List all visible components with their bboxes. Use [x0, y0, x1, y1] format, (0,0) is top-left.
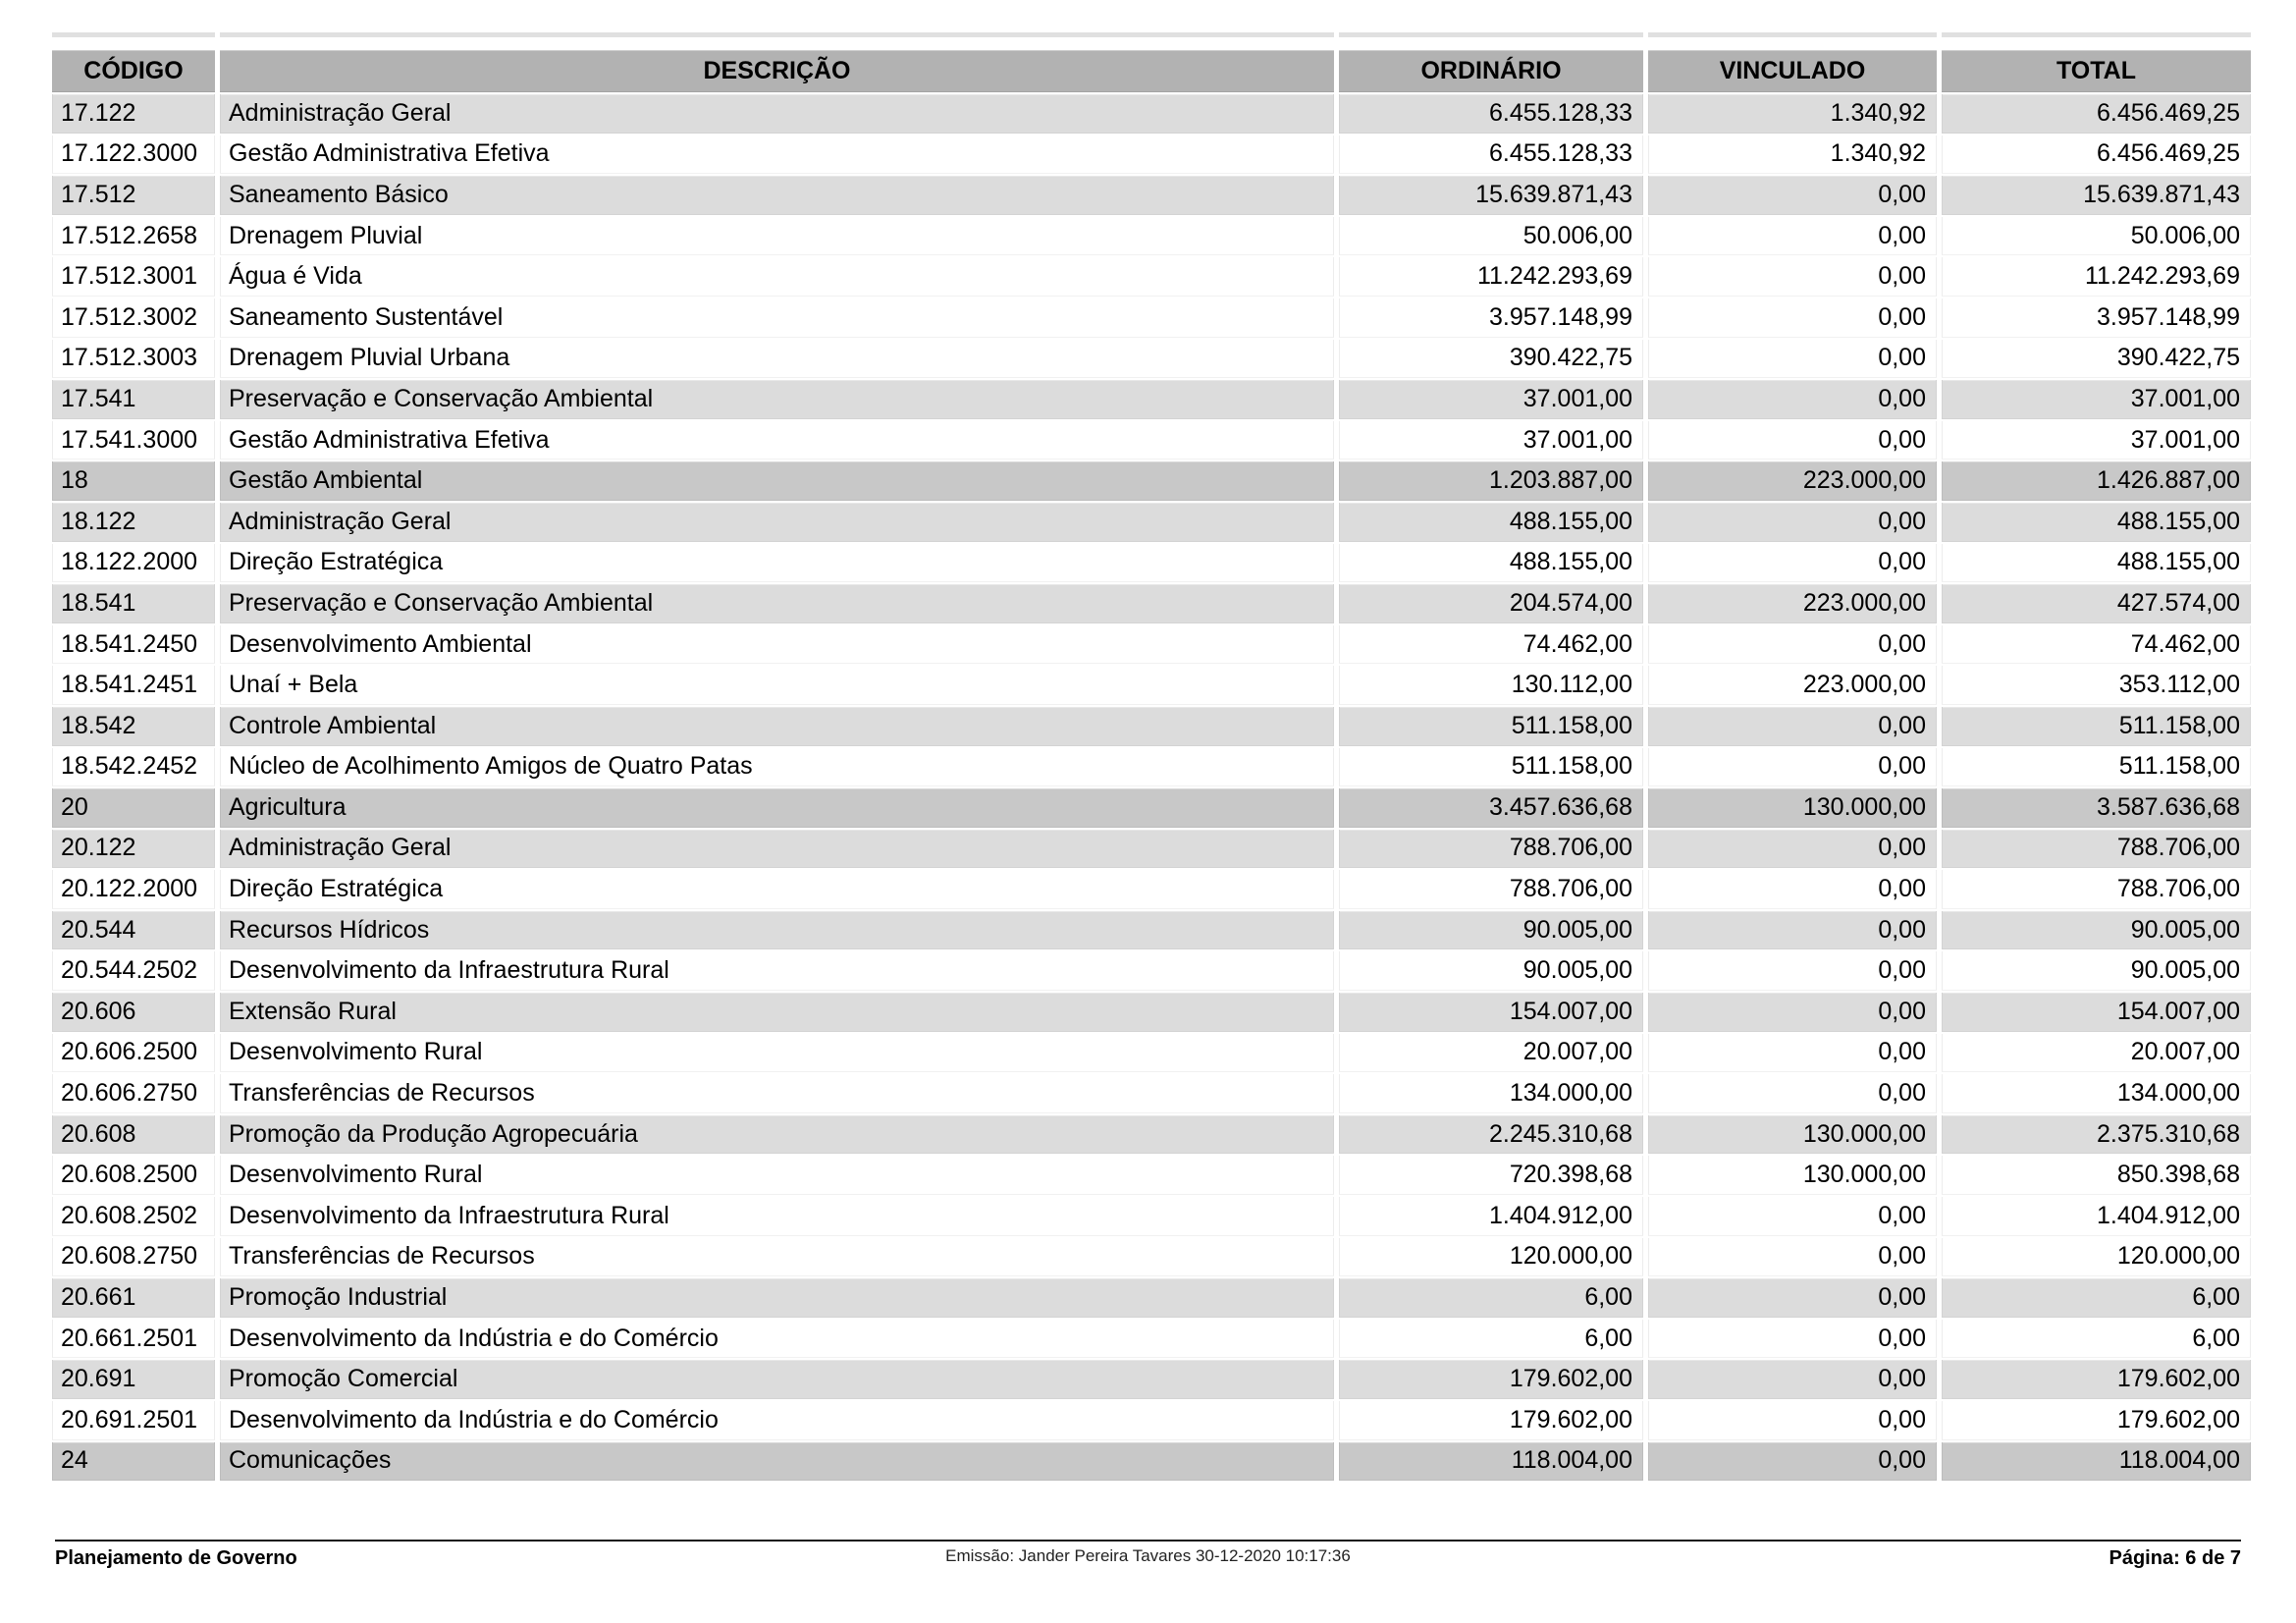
cell-ordinario: 511.158,00 — [1339, 707, 1643, 746]
cell-ordinario: 154.007,00 — [1339, 993, 1643, 1032]
cell-vinculado: 0,00 — [1648, 503, 1937, 542]
table-row — [52, 94, 2251, 134]
cell-descricao: Administração Geral — [220, 830, 1334, 869]
table-row — [52, 1034, 2251, 1073]
cell-descricao: Saneamento Básico — [220, 176, 1334, 215]
cell-total: 50.006,00 — [1942, 217, 2251, 256]
cell-vinculado: 0,00 — [1648, 1278, 1937, 1318]
cell-descricao: Comunicações — [220, 1442, 1334, 1482]
cell-descricao: Agricultura — [220, 788, 1334, 828]
table-row — [52, 993, 2251, 1032]
table-row — [52, 257, 2251, 297]
cell-total: 37.001,00 — [1942, 380, 2251, 419]
cell-codigo: 20.661.2501 — [52, 1320, 215, 1359]
cell-ordinario: 130.112,00 — [1339, 666, 1643, 705]
cell-vinculado: 0,00 — [1648, 911, 1937, 950]
cell-total: 788.706,00 — [1942, 870, 2251, 909]
cell-codigo: 18.541 — [52, 584, 215, 623]
cell-ordinario: 3.457.636,68 — [1339, 788, 1643, 828]
table-row — [52, 1442, 2251, 1482]
cell-ordinario: 6,00 — [1339, 1278, 1643, 1318]
sliver-cell — [1942, 32, 2251, 37]
table-row — [52, 135, 2251, 175]
cell-codigo: 20.122.2000 — [52, 870, 215, 909]
cell-vinculado: 0,00 — [1648, 1197, 1937, 1236]
cell-vinculado: 0,00 — [1648, 1360, 1937, 1399]
cell-ordinario: 204.574,00 — [1339, 584, 1643, 623]
table-row — [52, 340, 2251, 379]
cell-vinculado: 0,00 — [1648, 340, 1937, 379]
table-row — [52, 1074, 2251, 1113]
cell-ordinario: 37.001,00 — [1339, 421, 1643, 460]
cell-vinculado: 130.000,00 — [1648, 1156, 1937, 1195]
cell-total: 154.007,00 — [1942, 993, 2251, 1032]
cell-total: 6,00 — [1942, 1278, 2251, 1318]
cell-total: 74.462,00 — [1942, 625, 2251, 665]
cell-codigo: 20.608.2750 — [52, 1238, 215, 1277]
cell-descricao: Administração Geral — [220, 94, 1334, 134]
cell-ordinario: 118.004,00 — [1339, 1442, 1643, 1482]
header-row — [52, 50, 2251, 92]
cell-descricao: Transferências de Recursos — [220, 1238, 1334, 1277]
cell-codigo: 18.542.2452 — [52, 748, 215, 787]
table-row — [52, 1197, 2251, 1236]
cell-codigo: 20.608.2502 — [52, 1197, 215, 1236]
cell-ordinario: 488.155,00 — [1339, 503, 1643, 542]
cell-ordinario: 1.404.912,00 — [1339, 1197, 1643, 1236]
cell-codigo: 17.122.3000 — [52, 135, 215, 175]
column-header-descricao: DESCRIÇÃO — [220, 50, 1334, 92]
table-row — [52, 911, 2251, 950]
table-row — [52, 544, 2251, 583]
cell-codigo: 20.544.2502 — [52, 951, 215, 991]
cell-descricao: Desenvolvimento Rural — [220, 1156, 1334, 1195]
cell-ordinario: 788.706,00 — [1339, 830, 1643, 869]
sliver-cell — [1339, 32, 1643, 37]
cell-total: 3.587.636,68 — [1942, 788, 2251, 828]
cell-ordinario: 179.602,00 — [1339, 1401, 1643, 1440]
cell-descricao: Drenagem Pluvial — [220, 217, 1334, 256]
cell-vinculado: 1.340,92 — [1648, 135, 1937, 175]
cell-ordinario: 6.455.128,33 — [1339, 135, 1643, 175]
cell-descricao: Unaí + Bela — [220, 666, 1334, 705]
cell-codigo: 20.544 — [52, 911, 215, 950]
cell-ordinario: 90.005,00 — [1339, 911, 1643, 950]
cell-ordinario: 179.602,00 — [1339, 1360, 1643, 1399]
cell-total: 179.602,00 — [1942, 1401, 2251, 1440]
table-row — [52, 625, 2251, 665]
table-row — [52, 1238, 2251, 1277]
cell-vinculado: 0,00 — [1648, 993, 1937, 1032]
cell-descricao: Núcleo de Acolhimento Amigos de Quatro Patas — [220, 748, 1334, 787]
cell-vinculado: 223.000,00 — [1648, 461, 1937, 501]
cell-codigo: 18 — [52, 461, 215, 501]
cell-vinculado: 0,00 — [1648, 707, 1937, 746]
cell-codigo: 17.512.3003 — [52, 340, 215, 379]
cell-vinculado: 0,00 — [1648, 1442, 1937, 1482]
table-row — [52, 1115, 2251, 1155]
cell-total: 118.004,00 — [1942, 1442, 2251, 1482]
cell-codigo: 20.606.2500 — [52, 1034, 215, 1073]
cell-descricao: Transferências de Recursos — [220, 1074, 1334, 1113]
cell-descricao: Desenvolvimento da Indústria e do Comércio — [220, 1401, 1334, 1440]
table-row — [52, 788, 2251, 828]
cell-descricao: Desenvolvimento Rural — [220, 1034, 1334, 1073]
cell-total: 850.398,68 — [1942, 1156, 2251, 1195]
cell-total: 3.957.148,99 — [1942, 298, 2251, 338]
cell-codigo: 18.541.2451 — [52, 666, 215, 705]
cell-total: 788.706,00 — [1942, 830, 2251, 869]
cell-ordinario: 74.462,00 — [1339, 625, 1643, 665]
sliver-cell — [1648, 32, 1937, 37]
column-header-total: TOTAL — [1942, 50, 2251, 92]
cell-codigo: 17.122 — [52, 94, 215, 134]
column-header-vinculado: VINCULADO — [1648, 50, 1937, 92]
cell-vinculado: 0,00 — [1648, 830, 1937, 869]
cell-ordinario: 15.639.871,43 — [1339, 176, 1643, 215]
cell-ordinario: 90.005,00 — [1339, 951, 1643, 991]
cell-total: 390.422,75 — [1942, 340, 2251, 379]
cell-total: 488.155,00 — [1942, 503, 2251, 542]
cell-total: 15.639.871,43 — [1942, 176, 2251, 215]
cell-vinculado: 0,00 — [1648, 951, 1937, 991]
cell-vinculado: 0,00 — [1648, 1074, 1937, 1113]
cell-vinculado: 0,00 — [1648, 217, 1937, 256]
cell-vinculado: 0,00 — [1648, 1401, 1937, 1440]
table-row — [52, 298, 2251, 338]
cell-vinculado: 0,00 — [1648, 176, 1937, 215]
cell-ordinario: 720.398,68 — [1339, 1156, 1643, 1195]
cell-codigo: 18.122.2000 — [52, 544, 215, 583]
cell-descricao: Água é Vida — [220, 257, 1334, 297]
column-header-ordinario: ORDINÁRIO — [1339, 50, 1643, 92]
cell-descricao: Extensão Rural — [220, 993, 1334, 1032]
cell-total: 511.158,00 — [1942, 707, 2251, 746]
footer-divider — [55, 1540, 2241, 1542]
emission-info: Emissão: Jander Pereira Tavares 30-12-2020 10:17:36 — [945, 1546, 1351, 1565]
table-header — [52, 50, 2251, 92]
cell-codigo: 20 — [52, 788, 215, 828]
cell-descricao: Promoção Industrial — [220, 1278, 1334, 1318]
cell-ordinario: 120.000,00 — [1339, 1238, 1643, 1277]
table-row — [52, 1278, 2251, 1318]
table-row — [52, 870, 2251, 909]
cell-total: 6,00 — [1942, 1320, 2251, 1359]
previous-row-sliver — [52, 32, 2251, 37]
table-row — [52, 461, 2251, 501]
cell-total: 488.155,00 — [1942, 544, 2251, 583]
cell-ordinario: 511.158,00 — [1339, 748, 1643, 787]
table-row — [52, 951, 2251, 991]
cell-descricao: Desenvolvimento da Indústria e do Comércio — [220, 1320, 1334, 1359]
cell-descricao: Promoção Comercial — [220, 1360, 1334, 1399]
cell-codigo: 18.541.2450 — [52, 625, 215, 665]
cell-descricao: Saneamento Sustentável — [220, 298, 1334, 338]
cell-total: 20.007,00 — [1942, 1034, 2251, 1073]
cell-vinculado: 1.340,92 — [1648, 94, 1937, 134]
table-body — [52, 94, 2251, 1481]
cell-codigo: 18.122 — [52, 503, 215, 542]
cell-vinculado: 130.000,00 — [1648, 1115, 1937, 1155]
cell-codigo: 20.608 — [52, 1115, 215, 1155]
cell-vinculado: 0,00 — [1648, 625, 1937, 665]
cell-codigo: 18.542 — [52, 707, 215, 746]
cell-vinculado: 0,00 — [1648, 380, 1937, 419]
cell-codigo: 17.512.2658 — [52, 217, 215, 256]
cell-descricao: Gestão Administrativa Efetiva — [220, 135, 1334, 175]
table-row — [52, 1360, 2251, 1399]
table-row — [52, 748, 2251, 787]
cell-descricao: Promoção da Produção Agropecuária — [220, 1115, 1334, 1155]
cell-codigo: 17.512 — [52, 176, 215, 215]
cell-ordinario: 37.001,00 — [1339, 380, 1643, 419]
table-row — [52, 1320, 2251, 1359]
cell-ordinario: 788.706,00 — [1339, 870, 1643, 909]
cell-descricao: Drenagem Pluvial Urbana — [220, 340, 1334, 379]
cell-total: 1.404.912,00 — [1942, 1197, 2251, 1236]
cell-total: 179.602,00 — [1942, 1360, 2251, 1399]
cell-codigo: 17.541.3000 — [52, 421, 215, 460]
table-row — [52, 707, 2251, 746]
cell-total: 90.005,00 — [1942, 911, 2251, 950]
cell-total: 37.001,00 — [1942, 421, 2251, 460]
table-row — [52, 421, 2251, 460]
cell-total: 120.000,00 — [1942, 1238, 2251, 1277]
cell-descricao: Direção Estratégica — [220, 870, 1334, 909]
cell-codigo: 20.122 — [52, 830, 215, 869]
cell-ordinario: 390.422,75 — [1339, 340, 1643, 379]
cell-vinculado: 0,00 — [1648, 298, 1937, 338]
table-row — [52, 830, 2251, 869]
cell-total: 6.456.469,25 — [1942, 135, 2251, 175]
cell-descricao: Desenvolvimento da Infraestrutura Rural — [220, 1197, 1334, 1236]
cell-total: 90.005,00 — [1942, 951, 2251, 991]
table-row — [52, 380, 2251, 419]
cell-descricao: Preservação e Conservação Ambiental — [220, 380, 1334, 419]
cell-ordinario: 6,00 — [1339, 1320, 1643, 1359]
report-title: Planejamento de Governo — [55, 1547, 297, 1569]
cell-codigo: 17.512.3001 — [52, 257, 215, 297]
cell-vinculado: 223.000,00 — [1648, 584, 1937, 623]
cell-ordinario: 3.957.148,99 — [1339, 298, 1643, 338]
table-row — [52, 666, 2251, 705]
cell-descricao: Gestão Ambiental — [220, 461, 1334, 501]
cell-ordinario: 134.000,00 — [1339, 1074, 1643, 1113]
cell-descricao: Administração Geral — [220, 503, 1334, 542]
cell-total: 11.242.293,69 — [1942, 257, 2251, 297]
cell-codigo: 20.691.2501 — [52, 1401, 215, 1440]
cell-vinculado: 0,00 — [1648, 870, 1937, 909]
table-row — [52, 1156, 2251, 1195]
cell-total: 511.158,00 — [1942, 748, 2251, 787]
column-header-codigo: CÓDIGO — [52, 50, 215, 92]
cell-descricao: Direção Estratégica — [220, 544, 1334, 583]
cell-ordinario: 20.007,00 — [1339, 1034, 1643, 1073]
table-row — [52, 217, 2251, 256]
cell-codigo: 20.691 — [52, 1360, 215, 1399]
cell-ordinario: 2.245.310,68 — [1339, 1115, 1643, 1155]
cell-vinculado: 0,00 — [1648, 1034, 1937, 1073]
cell-total: 134.000,00 — [1942, 1074, 2251, 1113]
cell-ordinario: 1.203.887,00 — [1339, 461, 1643, 501]
cell-vinculado: 0,00 — [1648, 1320, 1937, 1359]
cell-ordinario: 11.242.293,69 — [1339, 257, 1643, 297]
cell-total: 353.112,00 — [1942, 666, 2251, 705]
cell-vinculado: 0,00 — [1648, 544, 1937, 583]
cell-vinculado: 0,00 — [1648, 748, 1937, 787]
cell-total: 427.574,00 — [1942, 584, 2251, 623]
cell-descricao: Preservação e Conservação Ambiental — [220, 584, 1334, 623]
cell-codigo: 20.606.2750 — [52, 1074, 215, 1113]
table-row — [52, 503, 2251, 542]
cell-codigo: 17.512.3002 — [52, 298, 215, 338]
cell-codigo: 20.608.2500 — [52, 1156, 215, 1195]
cell-descricao: Controle Ambiental — [220, 707, 1334, 746]
cell-total: 2.375.310,68 — [1942, 1115, 2251, 1155]
cell-vinculado: 130.000,00 — [1648, 788, 1937, 828]
cell-total: 6.456.469,25 — [1942, 94, 2251, 134]
table-row — [52, 1401, 2251, 1440]
cell-descricao: Recursos Hídricos — [220, 911, 1334, 950]
sliver-cell — [52, 32, 215, 37]
cell-vinculado: 223.000,00 — [1648, 666, 1937, 705]
cell-descricao: Desenvolvimento Ambiental — [220, 625, 1334, 665]
cell-vinculado: 0,00 — [1648, 257, 1937, 297]
page-number: Página: 6 de 7 — [2109, 1547, 2241, 1569]
sliver-cell — [220, 32, 1334, 37]
cell-total: 1.426.887,00 — [1942, 461, 2251, 501]
cell-vinculado: 0,00 — [1648, 421, 1937, 460]
cell-ordinario: 6.455.128,33 — [1339, 94, 1643, 134]
cell-ordinario: 50.006,00 — [1339, 217, 1643, 256]
cell-vinculado: 0,00 — [1648, 1238, 1937, 1277]
cell-descricao: Desenvolvimento da Infraestrutura Rural — [220, 951, 1334, 991]
cell-codigo: 20.661 — [52, 1278, 215, 1318]
cell-codigo: 20.606 — [52, 993, 215, 1032]
budget-table — [47, 48, 2256, 1483]
cell-codigo: 17.541 — [52, 380, 215, 419]
cell-ordinario: 488.155,00 — [1339, 544, 1643, 583]
cell-descricao: Gestão Administrativa Efetiva — [220, 421, 1334, 460]
table-row — [52, 176, 2251, 215]
table-row — [52, 584, 2251, 623]
cell-codigo: 24 — [52, 1442, 215, 1482]
